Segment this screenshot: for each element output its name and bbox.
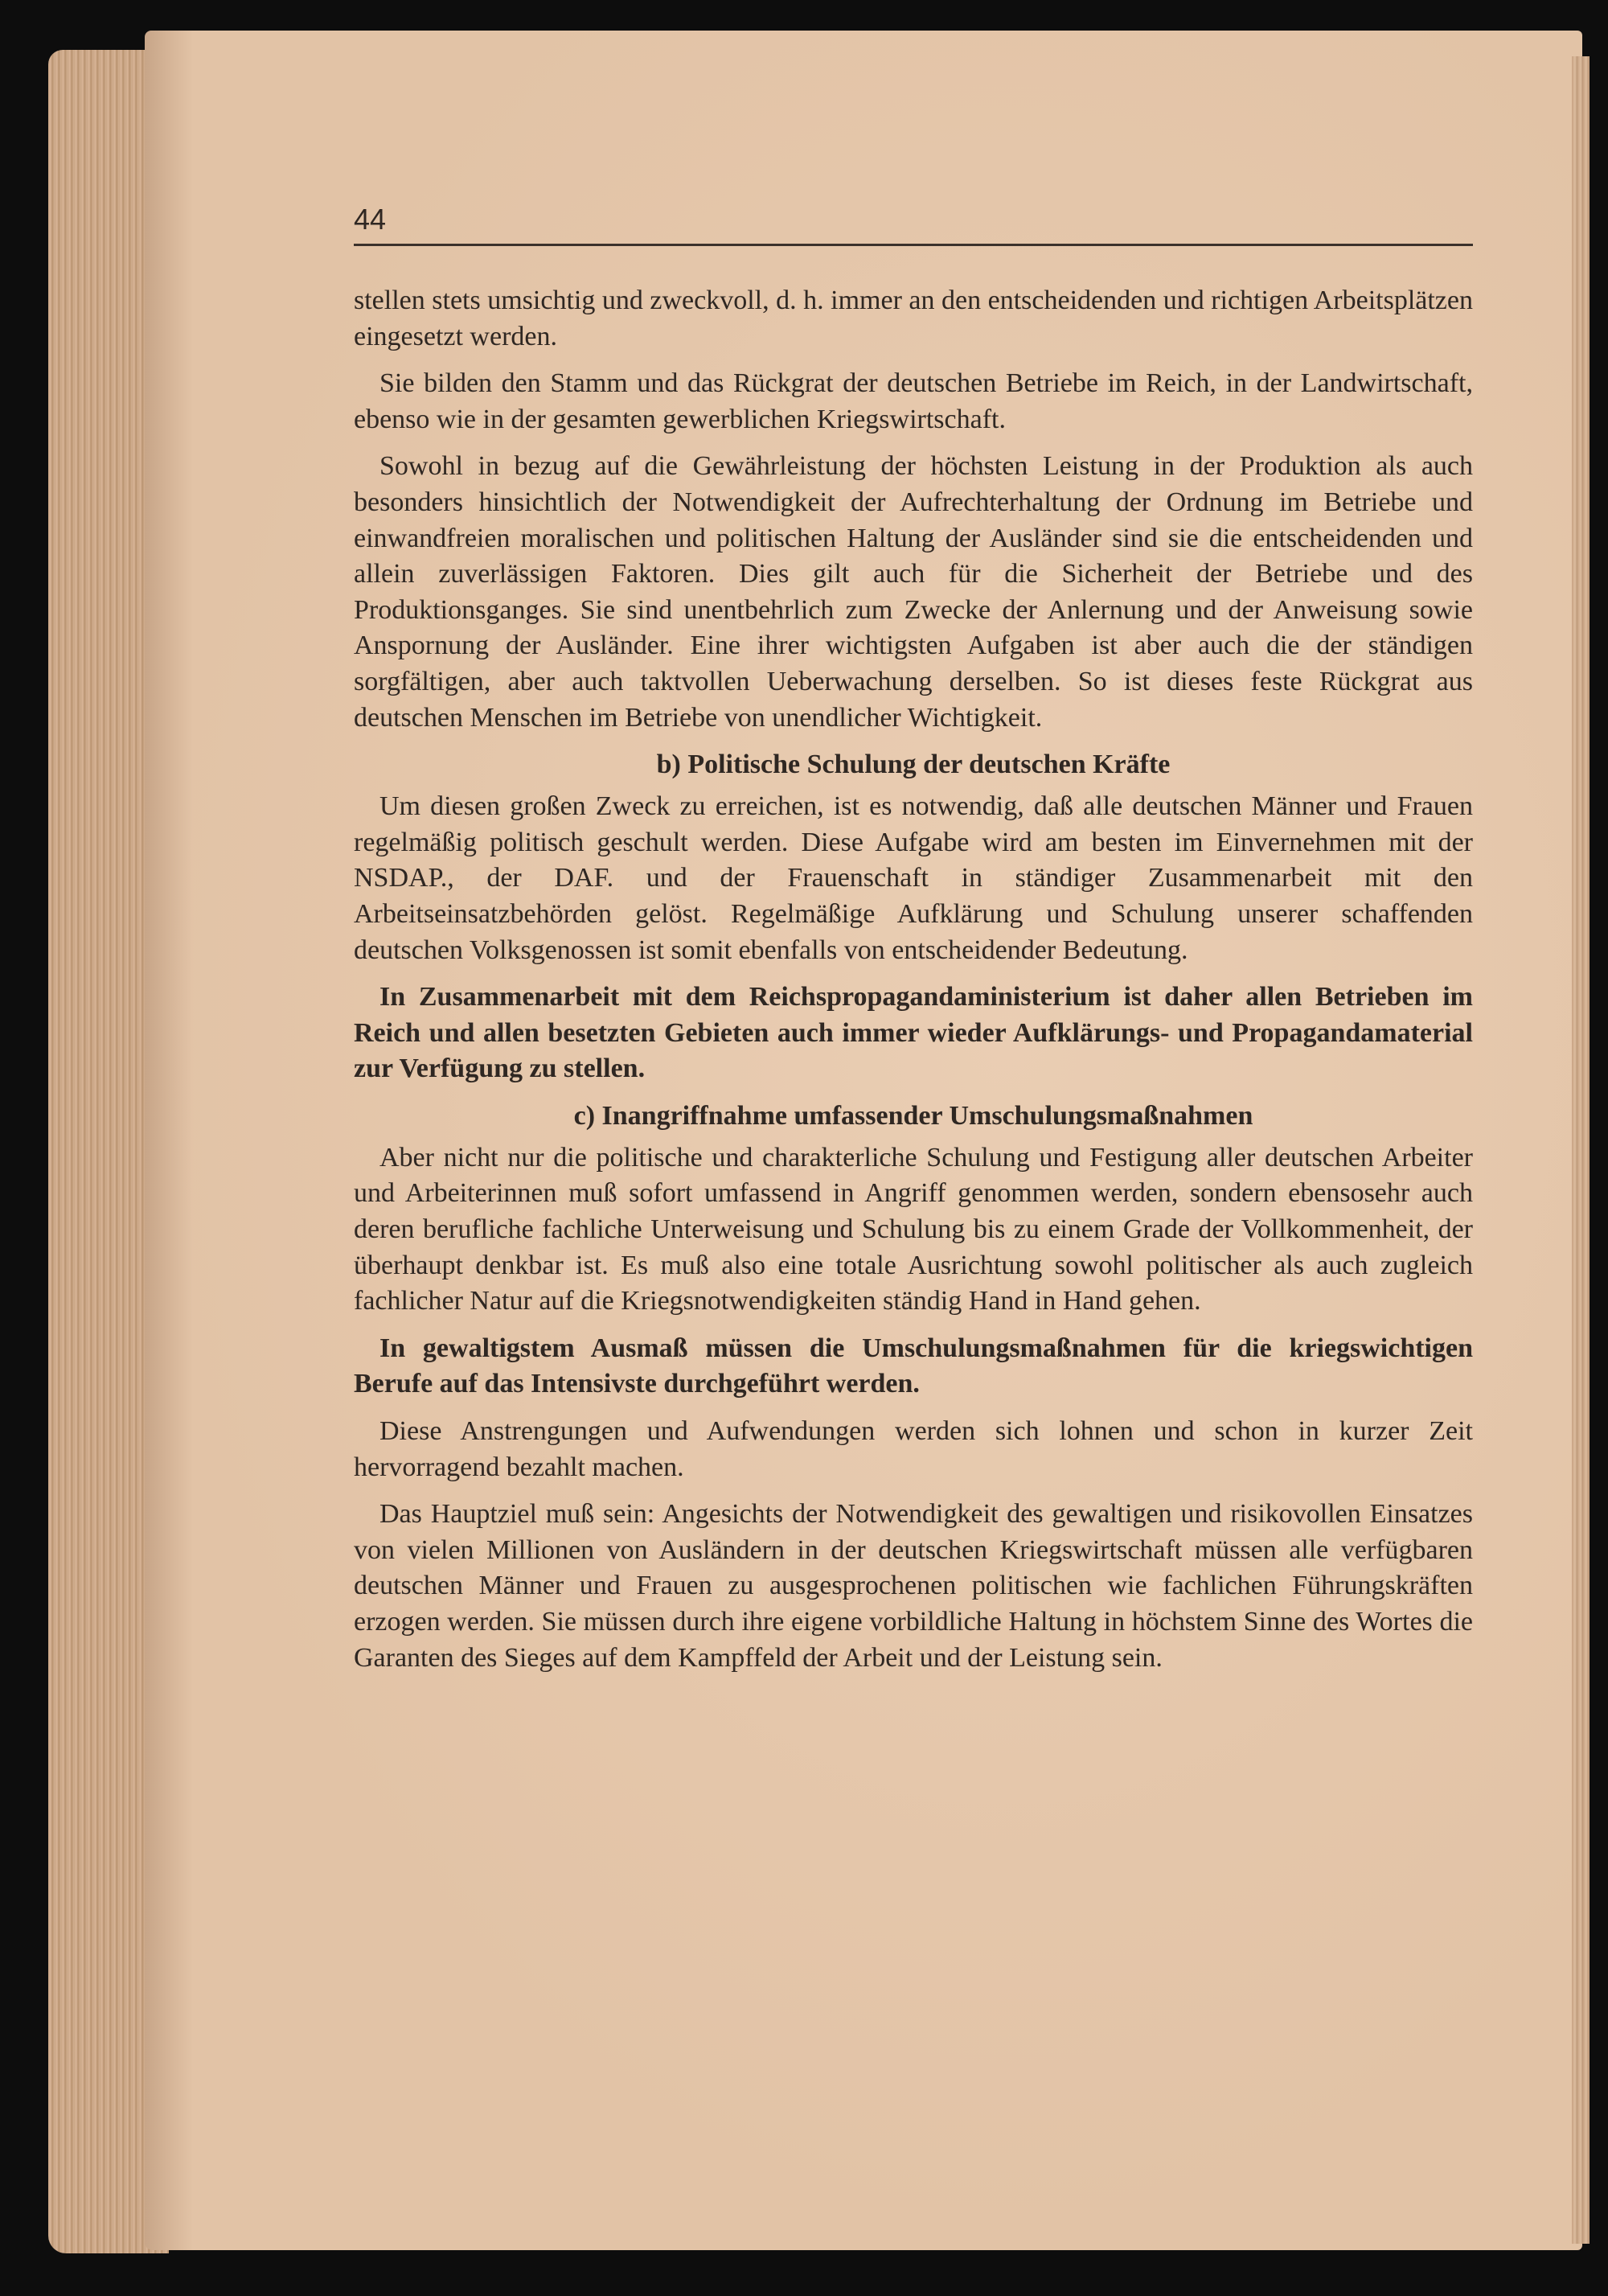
page-number: 44 (354, 203, 387, 236)
paragraph-continuation: stellen stets umsichtig und zweckvoll, d. h. immer an den entscheidenden und richtigen Arbeitsplätzen eingesetzt werden. (354, 285, 1473, 351)
book-right-edge (1572, 56, 1590, 2244)
paragraph-ausmass: In gewaltigstem Ausmaß müssen die Umschulungsmaßnahmen für die kriegswichtigen Berufe auf das Intensivste durchgeführt werden. (354, 1333, 1473, 1399)
header-rule (354, 244, 1473, 246)
paragraph-stamm: Sie bilden den Stamm und das Rückgrat der deutschen Betriebe im Reich, in der Landwirtschaft, ebenso wie in der gesamten gewerblichen Kriegswirtschaft. (354, 368, 1473, 434)
paragraph-schulung: Um diesen großen Zweck zu erreichen, ist es notwendig, daß alle deutschen Männer und Frauen regelmäßig politisch geschult werden. Diese Aufgabe wird am besten im Einvernehmen mit der NSDAP., der DAF. und der Frauenschaft in ständiger Zusammenarbeit mit den Arbeitseinsatzbehörden gelöst. Regelmäßige Aufklärung und Schulung unserer schaffenden deutschen Volksgenossen ist somit ebenfalls von entscheidender Bedeutung. (354, 791, 1473, 965)
paragraph-hauptziel: Das Hauptziel muß sein: Angesichts der Notwendigkeit des gewaltigen und risikovollen Einsatzes von vielen Millionen von Ausländern in der deutschen Kriegswirtschaft müssen alle verfügbaren deutschen Männer und Frauen zu ausgesprochenen politischen wie fachlichen Führungskräften erzogen werden. Sie müssen durch ihre eigene vorbildliche Haltung in höchstem Sinne des Wortes die Garanten des Sieges auf dem Kampffeld der Arbeit und der Leistung sein. (354, 1499, 1473, 1673)
section-heading-b: b) Politische Schulung der deutschen Kräfte (656, 750, 1171, 780)
page-body (354, 283, 1473, 1687)
paragraph-umschulung: Aber nicht nur die politische und charakterliche Schulung und Festigung aller deutschen Arbeiter und Arbeiterinnen muß sofort umfassend in Angriff genommen werden, sondern ebensosehr auch deren berufliche fachliche Unterweisung und Schulung bis zu einem Grade der Vollkommenheit, der überhaupt denkbar ist. Es muß also eine totale Ausrichtung sowohl politischer als auch zugleich fachlicher Natur auf die Kriegsnotwendigkeiten ständig Hand in Hand gehen. (354, 1142, 1473, 1316)
paragraph-leistung: Sowohl in bezug auf die Gewährleistung der höchsten Leistung in der Produktion als auch besonders hinsichtlich der Notwendigkeit der Aufrechterhaltung der Ordnung im Betriebe und einwandfreien moralischen und politischen Haltung der Ausländer sind sie die entscheidenden und allein zuverlässigen Faktoren. Dies gilt auch für die Sicherheit der Betriebe und des Produktionsganges. Sie sind unentbehrlich zum Zwecke der Anlernung und der Anweisung sowie Anspornung der Ausländer. Eine ihrer wichtigsten Aufgaben ist aber auch die der ständigen sorgfältigen, aber auch taktvollen Ueberwachung derselben. So ist dieses feste Rückgrat aus deutschen Menschen im Betriebe von unendlicher Wichtigkeit. (354, 451, 1473, 733)
paragraph-anstrengungen: Diese Anstrengungen und Aufwendungen werden sich lohnen und schon in kurzer Zeit hervorragend bezahlt machen. (354, 1416, 1473, 1482)
paragraph-propaganda: In Zusammenarbeit mit dem Reichspropagandaministerium ist daher allen Betrieben im Reich und allen besetzten Gebieten auch immer wieder Aufklärungs- und Propagandamaterial zur Verfügung zu stellen. (354, 982, 1473, 1084)
section-heading-c: c) Inangriffnahme umfassender Umschulungsmaßnahmen (573, 1100, 1253, 1131)
